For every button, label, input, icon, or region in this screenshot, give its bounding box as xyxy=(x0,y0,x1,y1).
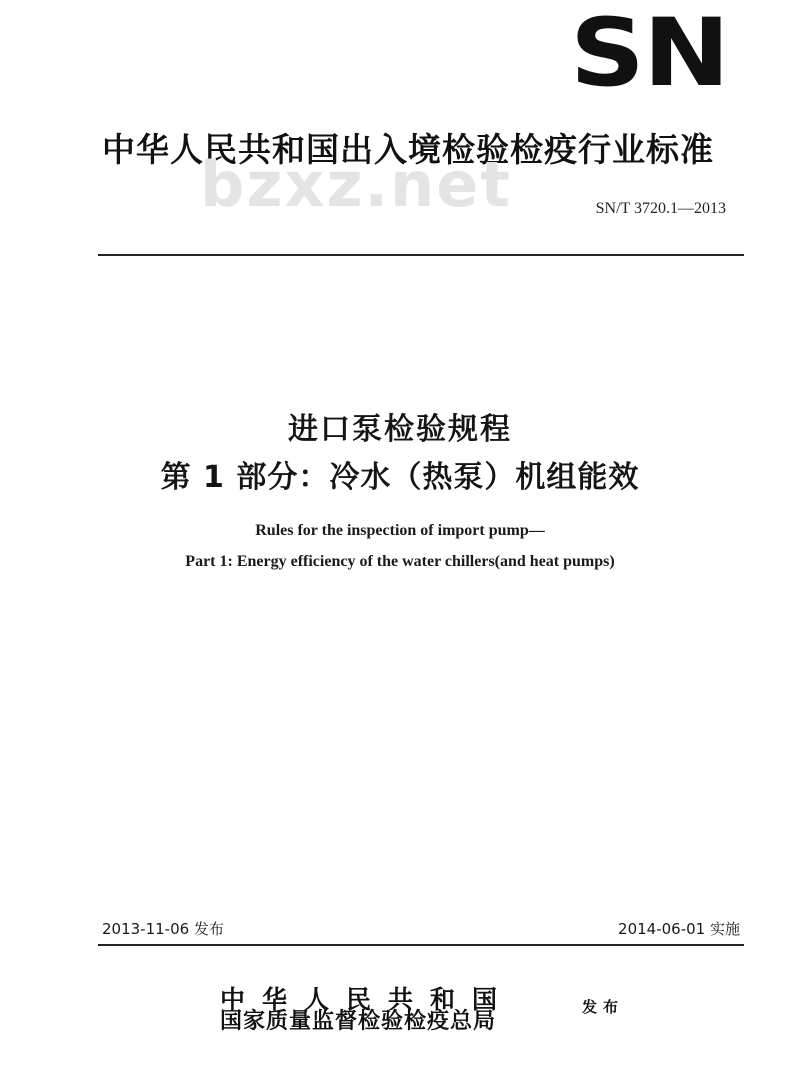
bottom-divider xyxy=(98,944,744,946)
watermark: bzxz.net xyxy=(200,148,512,221)
title-zh-part: 第 1 部分：冷水（热泵）机组能效 xyxy=(160,460,640,495)
issue-date: 2013-11-06 发布 xyxy=(102,920,224,938)
title-zh-main: 进口泵检验规程 xyxy=(288,412,512,447)
title-en-part: Part 1: Energy efficiency of the water chillers(and heat pumps) xyxy=(185,553,615,570)
authority-country: 中华人民共和国 xyxy=(220,985,515,1014)
issuer-title: 中华人民共和国出入境检验检疫行业标准 xyxy=(102,130,714,169)
title-en-main: Rules for the inspection of import pump— xyxy=(255,522,545,539)
implementation-date: 2014-06-01 实施 xyxy=(618,920,740,938)
top-divider xyxy=(98,254,744,256)
authority-agency: 国家质量监督检验检疫总局 xyxy=(220,1008,497,1034)
sn-logo: SN xyxy=(570,0,728,108)
publish-label: 发布 xyxy=(582,998,625,1016)
standard-number: SN/T 3720.1—2013 xyxy=(595,200,726,217)
